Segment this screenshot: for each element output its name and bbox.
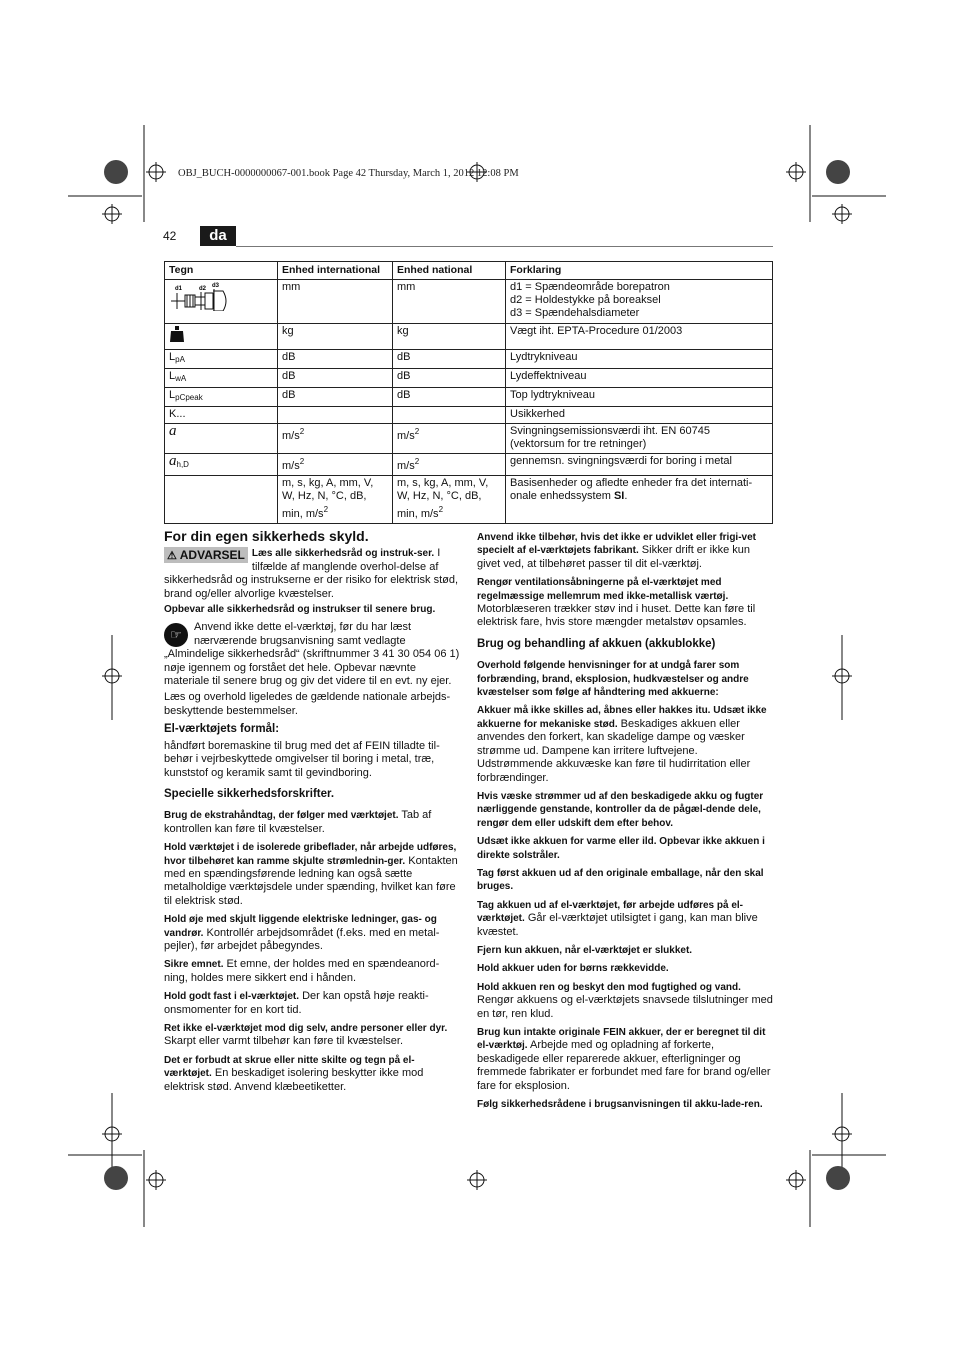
table-row <box>165 454 773 476</box>
battery-item <box>477 835 773 862</box>
warning-bold: Læs alle sikkerhedsråd og instruk-ser. <box>251 548 435 560</box>
table-cell: gennemsn. svingningsværdi for boring i metal <box>506 454 773 476</box>
table-cell <box>393 454 506 476</box>
battery-item <box>477 1098 773 1111</box>
safety-item-text: Kontakten med en spændingsførende ledning kan også sætte metalholdige værktøjsdele under spænding, hvilket kan føre til elektrisk stød. <box>164 854 458 907</box>
battery-item-bold: Hold akkuer uden for børns rækkevidde. <box>477 963 669 975</box>
col-header-natl: Enhed national <box>393 262 506 280</box>
unit-text: m/s <box>282 430 300 442</box>
d2-label: d2 <box>199 286 207 292</box>
warning-paragraph <box>164 547 460 601</box>
sign-subscript: pA <box>175 355 185 364</box>
table-cell: dB <box>393 388 506 407</box>
d3-label: d3 <box>212 283 220 289</box>
battery-item-bold: Overhold følgende henvisninger for at undgå farer som forbrænding, brand, eksplosion, hudkvæstelser og andre kvæstelser som følge af håndtering med akkuerne: <box>477 660 749 699</box>
safety-item-bold: Anvend ikke tilbehør, hvis det ikke er udviklet eller frigi-vet specielt af el-værktøjets fabrikant. <box>477 532 756 557</box>
table-cell: dB <box>393 350 506 369</box>
table-cell: Usikkerhed <box>506 407 773 424</box>
table-cell: Svingningsemissionsværdi iht. EN 60745 (vektorsum for tre retninger) <box>506 424 773 454</box>
battery-title: Brug og behandling af akkuen (akkublokke) <box>477 637 716 650</box>
table-cell: Lydeffektniveau <box>506 369 773 388</box>
table-row <box>165 280 773 324</box>
safety-item-text: Der kan opstå høje reakti-onsmomenter for en kort tid. <box>164 990 429 1016</box>
safety-item-bold: Rengør ventilationsåbningerne på el-værktøjet med regelmæssige mellemrum med ikke-metallisk værtøj. <box>477 577 729 602</box>
unit-list: m, s, kg, A, mm, V, W, Hz, N, °C, dB, min, m/s <box>397 477 489 520</box>
manual-text: Anvend ikke dette el-værktøj, før du har læst nærværende brugsanvisning samt vedlagte „Almindelige sikkerhedsråd“ (skriftnummer 3 41 30 054 06 1) nøje igennem og forstået det hele. Opbevar nævnte materiale til senere brug og giv det videre til en evt. ny ejer. <box>164 621 460 688</box>
unit-superscript: 2 <box>299 457 305 466</box>
safety-item-bold: Sikre emnet. <box>164 959 224 971</box>
table-row <box>165 476 773 524</box>
sign-symbol: L <box>169 370 176 382</box>
sign-subscript: h,D <box>176 460 189 469</box>
battery-item-text: Beskadiges akkuen eller anvendes den forkert, kan skadelige dampe og væsker strømme ud. Dampene kan irritere luftvejene. Udstrømmende akkuvæske kan føre til hudirritation eller forbrændinger. <box>477 717 751 784</box>
table-row <box>165 407 773 424</box>
table-cell: mm <box>393 280 506 324</box>
battery-item-bold: Tag først akkuen ud af den originale emballage, når den skal bruges. <box>477 867 764 893</box>
safety-item <box>164 1022 460 1049</box>
safety-item <box>164 990 460 1017</box>
national-text: Læs og overhold ligeledes de gældende nationale arbejds-beskyttende bestemmelser. <box>164 691 451 717</box>
safety-item-bold: Brug de ekstrahåndtag, der følger med værktøjet. <box>164 810 399 822</box>
table-row <box>165 350 773 369</box>
safety-item-text: Et emne, der holdes med en spændeanord-ning, holdes mere sikkert end i hånden. <box>164 958 440 984</box>
battery-item-text: Rengør akkuens og el-værktøjets snavsede tilslutninger med en tør, ren klud. <box>477 994 773 1020</box>
table-header-row <box>165 262 773 280</box>
warning-triangle-icon: ⚠ <box>167 550 177 563</box>
table-cell: dB <box>278 388 393 407</box>
table-cell: d1 = Spændeområde borepatron d2 = Holdestykke på boreaksel d3 = Spændehalsdiameter <box>506 280 773 324</box>
battery-item-bold: Akkuer må ikke skilles ad, åbnes eller hakkes itu. Udsæt ikke akkuerne for mekaniske stød. <box>477 705 767 730</box>
battery-item <box>477 1026 773 1093</box>
unit-superscript: 2 <box>323 505 329 514</box>
header-rule <box>236 246 773 247</box>
section-title: For din egen sikkerheds skyld. <box>164 528 369 544</box>
symbols-table <box>164 261 773 524</box>
expl-tail: . <box>624 490 628 502</box>
purpose-text: håndført boremaskine til brug med det af FEIN tilladte til-behør i vejrbeskyttede omgivelser til boring i metal, træ, kunststof og keramik samt til gevindboring. <box>164 739 440 779</box>
safety-item-bold: Det er forbudt at skrue eller nitte skilte og tegn på el-værktøjet. <box>164 1054 415 1080</box>
battery-item <box>477 899 773 939</box>
battery-item-text: Arbejde med og opladning af forkerte, beskadigede eller reparerede akkuer, efterligninger og fremmede fabrikater er forbundet med fare for brand og/eller fare for eksplosion. <box>477 1039 771 1092</box>
safety-item-text: Kontrollér arbejdsområdet (f.eks. med en metal-pejler), før arbejdet påbegyndes. <box>164 926 440 952</box>
read-manual-icon: ☞ <box>164 623 188 647</box>
manual-paragraph <box>164 621 460 688</box>
safety-item-text: Skarpt eller varmt tilbehør kan føre til kvæstelser. <box>164 1035 404 1048</box>
safety-item <box>164 958 460 985</box>
safety-item <box>164 913 460 953</box>
safety-item-text: Motorblæseren trækker støv ind i huset. Dette kan føre til elektrisk fare, hvis store mængder metalstøv opsamles. <box>477 603 756 629</box>
safety-item <box>164 1054 460 1094</box>
safety-item-bold: Hold værktøjet i de isolerede gribeflader, når arbejde udføres, hvor tilbehøret kan ramme skjulte strømlednin-ger. <box>164 842 457 867</box>
chuck-dimensions-icon <box>165 280 278 324</box>
table-row <box>165 369 773 388</box>
table-cell <box>278 454 393 476</box>
table-cell: Top lydtrykniveau <box>506 388 773 407</box>
battery-item-text: Går el-værktøjet utilsigtet i gang, kan man blive kvæstet. <box>477 912 758 938</box>
warning-text: I tilfælde af manglende overhol-delse af sikkerhedsråd og instrukserne er der risiko for elektrisk stød, brand og/eller alvorlige kvæstelser. <box>164 547 459 600</box>
d1-label: d1 <box>175 286 183 292</box>
safety-item-text: Sikker drift er ikke kun givet ved, at tilbehøret passer til dit el-værktøj. <box>477 544 750 570</box>
table-cell <box>393 476 506 524</box>
table-cell: dB <box>278 369 393 388</box>
col-header-intl: Enhed international <box>278 262 393 280</box>
table-cell <box>393 424 506 454</box>
right-column <box>477 531 773 1116</box>
safety-item <box>164 809 460 836</box>
battery-item <box>477 962 773 975</box>
left-column <box>164 530 460 1099</box>
table-cell <box>506 476 773 524</box>
safety-item-text: En beskadiget isolering beskytter ikke mod elektrisk stød. Anvend klæbeetiketter. <box>164 1067 424 1093</box>
sign-symbol: L <box>169 351 176 363</box>
special-title: Specielle sikkerhedsforskrifter. <box>164 787 335 800</box>
unit-superscript: 2 <box>438 505 444 514</box>
safety-item-bold: Hold øje med skjult liggende elektriske ledninger, gas- og vandrør. <box>164 914 437 939</box>
table-cell: kg <box>393 324 506 350</box>
table-cell: Lydtrykniveau <box>506 350 773 369</box>
col-header-expl: Forklaring <box>506 262 773 280</box>
unit-text: m/s <box>397 460 415 472</box>
table-cell <box>278 407 393 424</box>
unit-superscript: 2 <box>414 457 420 466</box>
table-cell: dB <box>278 350 393 369</box>
safety-item <box>164 841 460 908</box>
battery-item-bold: Fjern kun akkuen, når el-værktøjet er slukket. <box>477 944 693 956</box>
battery-item <box>477 944 773 957</box>
sign-subscript: pCpeak <box>175 393 203 402</box>
language-badge: da <box>200 226 236 246</box>
col-header-sign: Tegn <box>165 262 278 280</box>
battery-item-bold: Tag akkuen ud af el-værktøjet, før arbejde udføres på el-værktøjet. <box>477 899 743 925</box>
table-row <box>165 324 773 350</box>
sign-cell <box>165 476 278 524</box>
page-number: 42 <box>163 229 177 243</box>
battery-item <box>477 790 773 830</box>
expl-text: Basisenheder og afledte enheder fra det internati- onale enhedssystem <box>510 477 753 502</box>
battery-item-bold: Hold akkuen ren og beskyt den mod fugtighed og vand. <box>477 981 741 993</box>
sign-cell: K... <box>165 407 278 424</box>
sign-cell <box>165 350 278 369</box>
safety-item-bold: Hold godt fast i el-værktøjet. <box>164 991 300 1003</box>
unit-text: m/s <box>282 460 300 472</box>
battery-item <box>477 704 773 784</box>
safety-item <box>477 531 773 571</box>
safety-item-text: Tab af kontrollen kan føre til kvæstelser. <box>164 809 432 835</box>
sign-cell <box>165 424 278 454</box>
warning-badge <box>164 547 248 563</box>
unit-superscript: 2 <box>414 427 420 436</box>
battery-item <box>477 659 773 699</box>
si-label: SI <box>613 490 625 502</box>
sign-cell <box>165 388 278 407</box>
sign-subscript: wA <box>175 374 187 383</box>
sign-symbol: a <box>169 423 177 439</box>
battery-item <box>477 981 773 1021</box>
safety-item <box>477 576 773 630</box>
keep-instructions: Opbevar alle sikkerhedsråd og instrukser til senere brug. <box>164 604 436 616</box>
table-row <box>165 388 773 407</box>
unit-list: m, s, kg, A, mm, V, W, Hz, N, °C, dB, min, m/s <box>282 477 374 520</box>
table-row <box>165 424 773 454</box>
table-cell <box>393 407 506 424</box>
battery-item-bold: Brug kun intakte originale FEIN akkuer, der er beregnet til dit el-værktøj. <box>477 1027 766 1052</box>
unit-text: m/s <box>397 430 415 442</box>
sign-cell <box>165 454 278 476</box>
warning-label: ADVARSEL <box>179 548 245 563</box>
table-cell: mm <box>278 280 393 324</box>
file-info-line: OBJ_BUCH-0000000067-001.book Page 42 Thursday, March 1, 2012 12:08 PM <box>178 168 519 179</box>
weight-icon <box>165 324 278 350</box>
table-cell <box>278 476 393 524</box>
battery-item-bold: Hvis væske strømmer ud af den beskadigede akku og fugter nærliggende genstande, kontroller da de pågæl-dende dele, rengør dem eller udskift dem efter behov. <box>477 790 764 829</box>
table-cell <box>278 424 393 454</box>
unit-superscript: 2 <box>299 427 305 436</box>
battery-item-bold: Udsæt ikke akkuen for varme eller ild. Opbevar ikke akkuen i direkte solstråler. <box>477 836 765 861</box>
safety-item-bold: Ret ikke el-værktøjet mod dig selv, andre personer eller dyr. <box>164 1023 448 1034</box>
sign-symbol: L <box>169 389 176 401</box>
table-cell: dB <box>393 369 506 388</box>
battery-item-bold: Følg sikkerhedsrådene i brugsanvisningen til akku-lade-ren. <box>477 1099 763 1111</box>
sign-symbol: a <box>169 453 177 469</box>
table-cell: kg <box>278 324 393 350</box>
purpose-title: El-værktøjets formål: <box>164 723 280 736</box>
sign-cell <box>165 369 278 388</box>
table-cell: Vægt iht. EPTA-Procedure 01/2003 <box>506 324 773 350</box>
battery-item <box>477 867 773 894</box>
